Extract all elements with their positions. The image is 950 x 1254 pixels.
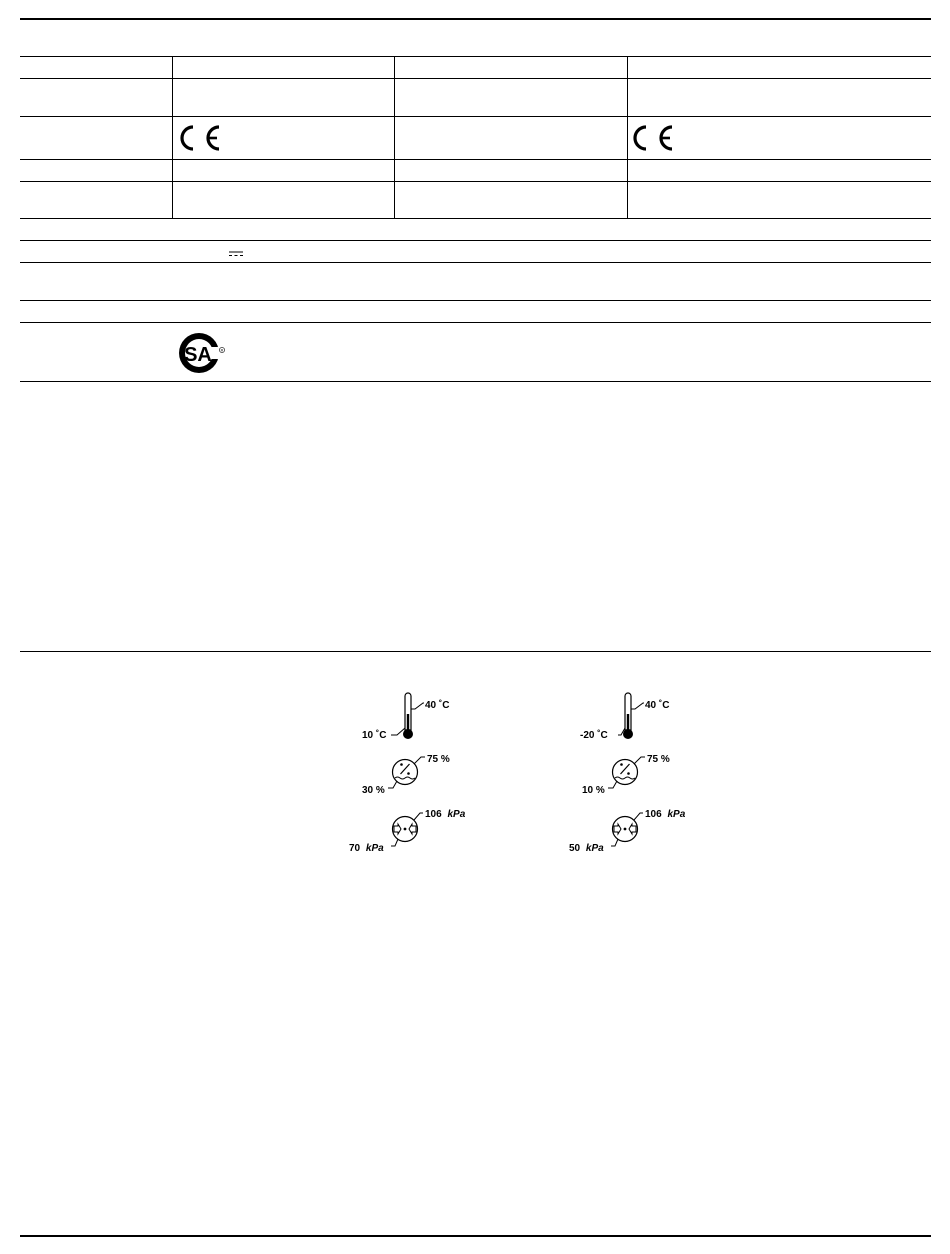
humidity-max: 75 %	[647, 754, 670, 765]
section-rule	[20, 651, 931, 652]
table-rule	[20, 322, 931, 323]
svg-text:70 kPa	[349, 843, 384, 854]
top-rule	[20, 18, 931, 20]
humidity-min: 10 %	[582, 785, 605, 796]
humidity-min: 30 %	[362, 785, 385, 796]
temperature-range	[355, 690, 475, 745]
thermometer-icon	[623, 693, 633, 739]
humidity-icon	[613, 760, 638, 785]
ce-mark	[630, 124, 676, 152]
pressure-unit: kPa	[585, 843, 604, 854]
table-rule	[20, 240, 931, 241]
humidity-range	[575, 748, 695, 800]
svg-text:SA: SA	[184, 344, 212, 366]
table-rule	[20, 78, 931, 79]
column-divider	[394, 56, 395, 218]
pressure-min-value: 70	[349, 843, 361, 854]
humidity-icon	[393, 760, 418, 785]
table-rule	[20, 181, 931, 182]
pressure-icon	[393, 817, 418, 842]
svg-text:50 kPa	[569, 843, 604, 854]
humidity-max: 75 %	[427, 754, 450, 765]
ce-mark	[177, 124, 223, 152]
table-rule	[20, 381, 931, 382]
csa-mark	[177, 330, 227, 376]
table-rule	[20, 56, 931, 57]
temperature-min: 10 ˚C	[362, 730, 387, 741]
svg-text:106 kPa	[645, 809, 686, 820]
temperature-range	[575, 690, 695, 745]
pressure-min-value: 50	[569, 843, 581, 854]
table-rule	[20, 300, 931, 301]
pressure-icon	[613, 817, 638, 842]
humidity-range	[355, 748, 475, 800]
pressure-unit: kPa	[365, 843, 384, 854]
pressure-unit: kPa	[447, 809, 466, 820]
pressure-max-value: 106	[425, 809, 442, 820]
svg-text:106 kPa	[425, 809, 466, 820]
table-rule	[20, 262, 931, 263]
pressure-unit: kPa	[667, 809, 686, 820]
column-divider	[172, 56, 173, 218]
svg-text:R: R	[220, 348, 224, 353]
dc-current-symbol	[229, 251, 243, 257]
temperature-max: 40 ˚C	[645, 700, 670, 711]
pressure-range	[565, 804, 705, 858]
table-rule	[20, 218, 931, 219]
thermometer-icon	[403, 693, 413, 739]
pressure-max-value: 106	[645, 809, 662, 820]
pressure-range	[345, 804, 485, 858]
bottom-rule	[20, 1235, 931, 1237]
table-rule	[20, 159, 931, 160]
column-divider	[627, 56, 628, 218]
table-rule	[20, 116, 931, 117]
temperature-min: -20 ˚C	[580, 730, 608, 741]
temperature-max: 40 ˚C	[425, 700, 450, 711]
